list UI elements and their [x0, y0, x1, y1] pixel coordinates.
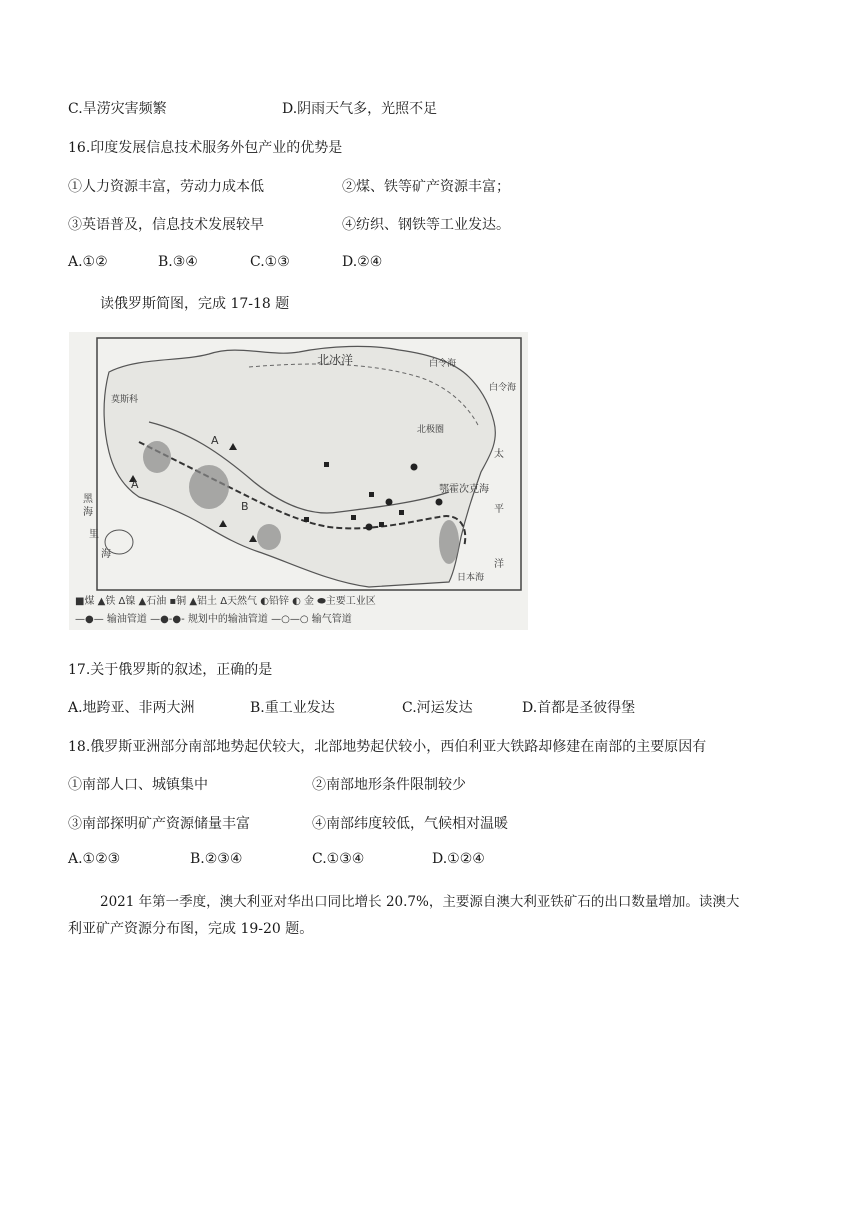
q18-option-c: C.①③④	[312, 851, 365, 867]
russia-map	[69, 332, 528, 630]
map-legend-row-2: —●— 输油管道 —●-●- 规划中的输油管道 —○—○ 输气管道	[75, 614, 352, 625]
q17-option-c: C.河运发达	[402, 700, 473, 716]
industrial-area	[143, 441, 171, 473]
q17-option-b: B.重工业发达	[250, 700, 335, 716]
q16-option-a: A.①②	[68, 254, 108, 270]
label-caspian-2: 海	[101, 549, 111, 560]
q16-stem: 16.印度发展信息技术服务外包产业的优势是	[68, 140, 343, 156]
label-caspian-1: 里	[89, 529, 99, 540]
industrial-area	[257, 524, 281, 550]
label-a-2: A	[131, 478, 139, 491]
label-pacific-2: 平	[494, 504, 504, 515]
q16-item-4: ④纺织、钢铁等工业发达。	[342, 217, 510, 233]
q18-option-b: B.②③④	[190, 851, 243, 867]
q18-option-d: D.①②④	[432, 851, 485, 867]
label-bering: 白令海	[489, 383, 517, 393]
q15-option-d: D.阴雨天气多，光照不足	[282, 101, 438, 117]
q15-option-c: C.旱涝灾害频繁	[68, 101, 167, 117]
label-black-sea-1: 黑	[83, 494, 93, 505]
label-pacific-1: 太	[494, 449, 504, 460]
label-a-1: A	[211, 434, 219, 447]
label-okhotsk: 鄂霍次克海	[439, 484, 489, 495]
label-b: B	[241, 500, 249, 513]
q16-item-2: ②煤、铁等矿产资源丰富；	[342, 179, 510, 195]
q16-option-c: C.①③	[250, 254, 290, 270]
label-moscow: 莫斯科	[111, 395, 139, 405]
q18-option-a: A.①②③	[68, 851, 121, 867]
q18-item-2: ②南部地形条件限制较少	[312, 777, 466, 793]
q18-item-4: ④南部纬度较低，气候相对温暖	[312, 816, 508, 832]
q16-option-b: B.③④	[158, 254, 198, 270]
intro-19-20-line-1: 2021 年第一季度，澳大利亚对华出口同比增长 20.7%，主要源自澳大利亚铁矿石的出口数量增加。读澳大	[100, 894, 740, 910]
q18-stem: 18.俄罗斯亚洲部分南部地势起伏较大，北部地势起伏较小，西伯利亚大铁路却修建在南部的主要原因有	[68, 739, 707, 755]
q17-stem: 17.关于俄罗斯的叙述，正确的是	[68, 662, 273, 678]
q16-option-d: D.②④	[342, 254, 383, 270]
label-black-sea-2: 海	[83, 507, 93, 518]
label-arctic-ocean: 北冰洋	[317, 353, 354, 367]
q18-item-3: ③南部探明矿产资源储量丰富	[68, 816, 250, 832]
industrial-area	[189, 465, 229, 509]
label-white-sea: 白令海	[429, 359, 457, 369]
q16-item-1: ①人力资源丰富，劳动力成本低	[68, 179, 264, 195]
intro-17-18: 读俄罗斯简图，完成 17-18 题	[100, 296, 290, 312]
q17-option-d: D.首都是圣彼得堡	[522, 700, 636, 716]
map-legend-row-1: ■煤 ▲铁 Δ镍 ▲石油 ▪铜 ▲铝土 Δ天然气 ◐铅锌 ◐ 金 ⬬主要工业区	[75, 596, 376, 607]
q16-item-3: ③英语普及，信息技术发展较早	[68, 217, 264, 233]
label-arctic-circle: 北极圈	[417, 425, 445, 435]
label-pacific-3: 洋	[494, 559, 504, 570]
industrial-area	[439, 520, 459, 564]
q18-item-1: ①南部人口、城镇集中	[68, 777, 208, 793]
q17-option-a: A.地跨亚、非两大洲	[68, 700, 195, 716]
intro-19-20-line-2: 利亚矿产资源分布图，完成 19-20 题。	[68, 921, 314, 937]
russia-map-drawing	[69, 332, 528, 630]
label-japan-sea: 日本海	[457, 573, 485, 583]
